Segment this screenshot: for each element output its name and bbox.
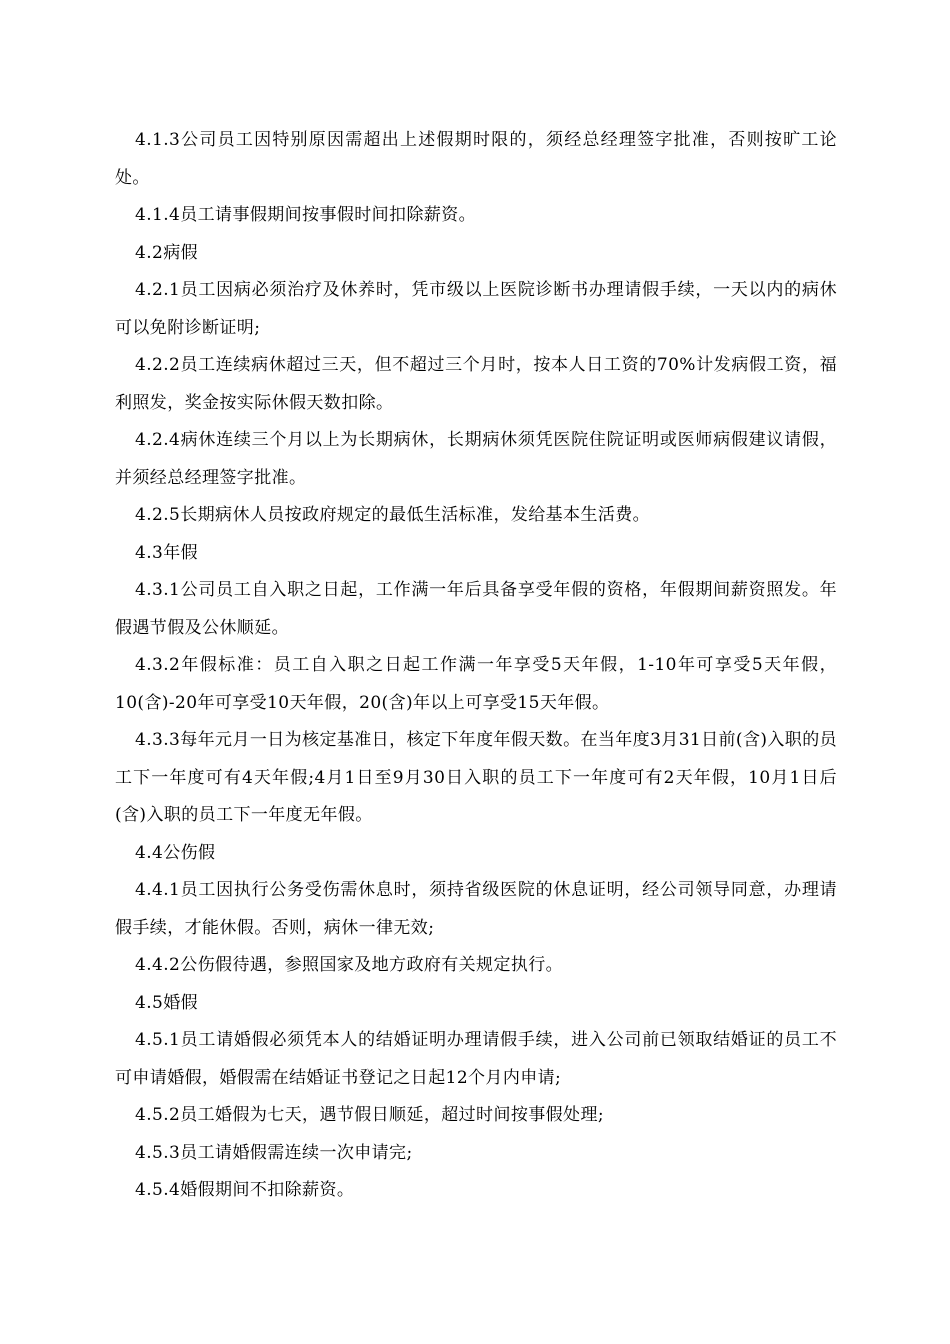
paragraph-4-5-4: 4.5.4婚假期间不扣除薪资。 <box>135 1180 355 1200</box>
section-heading-4-5: 4.5婚假 <box>135 992 199 1013</box>
section-heading-4-2: 4.2病假 <box>135 242 199 263</box>
section-heading-4-4: 4.4公伤假 <box>135 842 216 863</box>
paragraph-4-1-3: 4.1.3公司员工因特别原因需超出上述假期时限的，须经总经理签字批准，否则按旷工论处。 <box>115 130 837 188</box>
section-heading-4-3: 4.3年假 <box>135 542 199 563</box>
paragraph-4-4-1: 4.4.1员工因执行公务受伤需休息时，须持省级医院的休息证明，经公司领导同意，办理请假手续，才能休假。否则，病休一律无效; <box>115 880 837 938</box>
paragraph-4-3-3: 4.3.3每年元月一日为核定基准日，核定下年度年假天数。在当年度3月31日前(含)入职的员工下一年度可有4天年假;4月1日至9月30日入职的员工下一年度可有2天年假，10月1日后(含)入职的员工下一年度无年假。 <box>115 730 837 825</box>
paragraph-4-2-5: 4.2.5长期病休人员按政府规定的最低生活标准，发给基本生活费。 <box>135 505 651 525</box>
paragraph-4-4-2: 4.4.2公伤假待遇，参照国家及地方政府有关规定执行。 <box>135 955 564 975</box>
paragraph-4-2-4: 4.2.4病休连续三个月以上为长期病休，长期病休须凭医院住院证明或医师病假建议请假，并须经总经理签字批准。 <box>115 430 837 488</box>
paragraph-4-3-1: 4.3.1公司员工自入职之日起，工作满一年后具备享受年假的资格，年假期间薪资照发。年假遇节假及公休顺延。 <box>115 580 837 638</box>
paragraph-4-2-1: 4.2.1员工因病必须治疗及休养时，凭市级以上医院诊断书办理请假手续，一天以内的病休可以免附诊断证明; <box>115 280 837 338</box>
paragraph-4-1-4: 4.1.4员工请事假期间按事假时间扣除薪资。 <box>135 205 477 225</box>
paragraph-4-5-1: 4.5.1员工请婚假必须凭本人的结婚证明办理请假手续，进入公司前已领取结婚证的员工不可申请婚假，婚假需在结婚证书登记之日起12个月内申请; <box>115 1030 837 1088</box>
paragraph-4-5-2: 4.5.2员工婚假为七天，遇节假日顺延，超过时间按事假处理; <box>135 1105 604 1125</box>
paragraph-4-2-2: 4.2.2员工连续病休超过三天，但不超过三个月时，按本人日工资的70%计发病假工资，福利照发，奖金按实际休假天数扣除。 <box>115 355 837 413</box>
paragraph-4-3-2: 4.3.2年假标准：员工自入职之日起工作满一年享受5天年假，1-10年可享受5天年假，10(含)-20年可享受10天年假，20(含)年以上可享受15天年假。 <box>115 655 837 713</box>
document-body <box>115 122 837 1210</box>
paragraph-4-5-3: 4.5.3员工请婚假需连续一次申请完; <box>135 1142 413 1163</box>
